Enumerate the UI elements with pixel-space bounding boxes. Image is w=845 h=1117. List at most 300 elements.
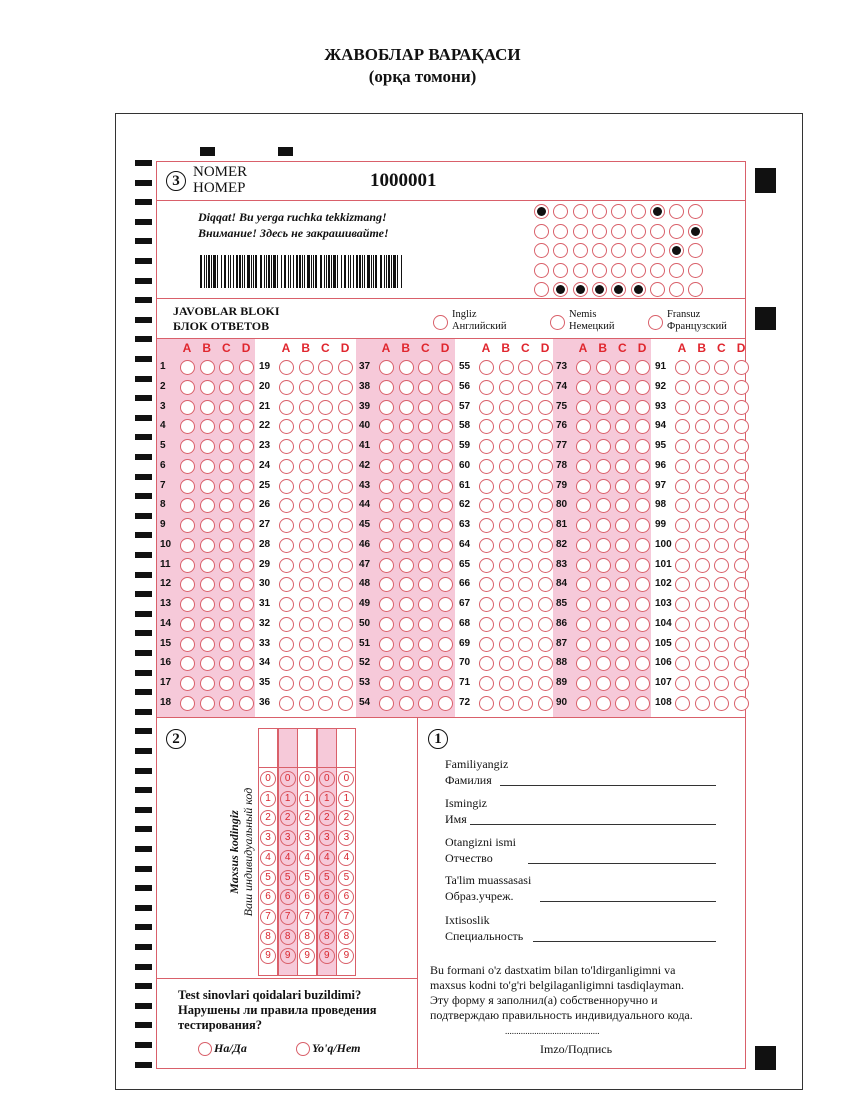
answer-bubble-69-d[interactable]: [538, 637, 553, 652]
answer-bubble-44-b[interactable]: [399, 498, 414, 513]
code-digit-bubble[interactable]: 3: [338, 830, 354, 846]
answer-bubble-68-b[interactable]: [499, 617, 514, 632]
answer-bubble-81-b[interactable]: [596, 518, 611, 533]
answer-bubble-14-d[interactable]: [239, 617, 254, 632]
answer-bubble-108-d[interactable]: [734, 696, 749, 711]
answer-bubble-65-b[interactable]: [499, 558, 514, 573]
answer-bubble-82-b[interactable]: [596, 538, 611, 553]
code-digit-bubble[interactable]: 9: [338, 948, 354, 964]
answer-bubble-108-a[interactable]: [675, 696, 690, 711]
answer-bubble-51-c[interactable]: [418, 637, 433, 652]
answer-bubble-87-c[interactable]: [615, 637, 630, 652]
violation-yes-bubble[interactable]: [198, 1042, 212, 1056]
answer-bubble-18-d[interactable]: [239, 696, 254, 711]
answer-bubble-85-b[interactable]: [596, 597, 611, 612]
answer-bubble-10-a[interactable]: [180, 538, 195, 553]
answer-bubble-69-a[interactable]: [479, 637, 494, 652]
answer-bubble-63-a[interactable]: [479, 518, 494, 533]
answer-bubble-94-b[interactable]: [695, 419, 710, 434]
answer-bubble-93-b[interactable]: [695, 400, 710, 415]
answer-bubble-24-d[interactable]: [338, 459, 353, 474]
answer-bubble-9-b[interactable]: [200, 518, 215, 533]
answer-bubble-5-a[interactable]: [180, 439, 195, 454]
answer-bubble-50-d[interactable]: [438, 617, 453, 632]
answer-bubble-6-a[interactable]: [180, 459, 195, 474]
answer-bubble-79-a[interactable]: [576, 479, 591, 494]
answer-bubble-52-b[interactable]: [399, 656, 414, 671]
answer-bubble-100-a[interactable]: [675, 538, 690, 553]
answer-bubble-82-a[interactable]: [576, 538, 591, 553]
answer-bubble-6-b[interactable]: [200, 459, 215, 474]
answer-bubble-24-a[interactable]: [279, 459, 294, 474]
answer-bubble-61-a[interactable]: [479, 479, 494, 494]
answer-bubble-51-d[interactable]: [438, 637, 453, 652]
answer-bubble-95-b[interactable]: [695, 439, 710, 454]
answer-bubble-105-c[interactable]: [714, 637, 729, 652]
answer-bubble-57-c[interactable]: [518, 400, 533, 415]
answer-bubble-60-d[interactable]: [538, 459, 553, 474]
answer-bubble-92-b[interactable]: [695, 380, 710, 395]
code-digit-bubble[interactable]: 5: [319, 870, 335, 886]
answer-bubble-21-d[interactable]: [338, 400, 353, 415]
answer-bubble-78-b[interactable]: [596, 459, 611, 474]
answer-bubble-56-b[interactable]: [499, 380, 514, 395]
answer-bubble-101-a[interactable]: [675, 558, 690, 573]
field-input-line[interactable]: [533, 941, 716, 942]
answer-bubble-47-d[interactable]: [438, 558, 453, 573]
answer-bubble-72-d[interactable]: [538, 696, 553, 711]
code-digit-bubble[interactable]: 7: [319, 909, 335, 925]
answer-bubble-7-b[interactable]: [200, 479, 215, 494]
answer-bubble-100-d[interactable]: [734, 538, 749, 553]
code-digit-bubble[interactable]: 6: [280, 889, 296, 905]
answer-bubble-87-a[interactable]: [576, 637, 591, 652]
answer-bubble-6-d[interactable]: [239, 459, 254, 474]
code-digit-bubble[interactable]: 7: [260, 909, 276, 925]
answer-bubble-14-b[interactable]: [200, 617, 215, 632]
answer-bubble-45-a[interactable]: [379, 518, 394, 533]
answer-bubble-104-a[interactable]: [675, 617, 690, 632]
answer-bubble-17-b[interactable]: [200, 676, 215, 691]
answer-bubble-103-b[interactable]: [695, 597, 710, 612]
answer-bubble-80-b[interactable]: [596, 498, 611, 513]
answer-bubble-77-b[interactable]: [596, 439, 611, 454]
answer-bubble-1-a[interactable]: [180, 360, 195, 375]
answer-bubble-91-a[interactable]: [675, 360, 690, 375]
answer-bubble-1-d[interactable]: [239, 360, 254, 375]
answer-bubble-39-d[interactable]: [438, 400, 453, 415]
answer-bubble-45-b[interactable]: [399, 518, 414, 533]
code-digit-bubble[interactable]: 0: [280, 771, 296, 787]
answer-bubble-73-d[interactable]: [635, 360, 650, 375]
code-digit-bubble[interactable]: 9: [299, 948, 315, 964]
code-digit-bubble[interactable]: 1: [260, 791, 276, 807]
answer-bubble-37-d[interactable]: [438, 360, 453, 375]
answer-bubble-7-c[interactable]: [219, 479, 234, 494]
code-digit-bubble[interactable]: 4: [299, 850, 315, 866]
answer-bubble-61-c[interactable]: [518, 479, 533, 494]
answer-bubble-90-d[interactable]: [635, 696, 650, 711]
answer-bubble-78-d[interactable]: [635, 459, 650, 474]
answer-bubble-101-b[interactable]: [695, 558, 710, 573]
answer-bubble-70-b[interactable]: [499, 656, 514, 671]
answer-bubble-86-d[interactable]: [635, 617, 650, 632]
answer-bubble-11-c[interactable]: [219, 558, 234, 573]
answer-bubble-72-a[interactable]: [479, 696, 494, 711]
answer-bubble-40-b[interactable]: [399, 419, 414, 434]
answer-bubble-23-b[interactable]: [299, 439, 314, 454]
answer-bubble-75-d[interactable]: [635, 400, 650, 415]
answer-bubble-55-d[interactable]: [538, 360, 553, 375]
language-option-fransuz[interactable]: [648, 315, 663, 330]
answer-bubble-13-b[interactable]: [200, 597, 215, 612]
answer-bubble-12-b[interactable]: [200, 577, 215, 592]
answer-bubble-27-a[interactable]: [279, 518, 294, 533]
answer-bubble-74-d[interactable]: [635, 380, 650, 395]
answer-bubble-54-a[interactable]: [379, 696, 394, 711]
answer-bubble-28-d[interactable]: [338, 538, 353, 553]
answer-bubble-18-a[interactable]: [180, 696, 195, 711]
answer-bubble-19-a[interactable]: [279, 360, 294, 375]
answer-bubble-86-a[interactable]: [576, 617, 591, 632]
answer-bubble-23-a[interactable]: [279, 439, 294, 454]
answer-bubble-60-b[interactable]: [499, 459, 514, 474]
answer-bubble-38-b[interactable]: [399, 380, 414, 395]
answer-bubble-100-b[interactable]: [695, 538, 710, 553]
answer-bubble-79-d[interactable]: [635, 479, 650, 494]
answer-bubble-61-b[interactable]: [499, 479, 514, 494]
answer-bubble-15-b[interactable]: [200, 637, 215, 652]
answer-bubble-7-a[interactable]: [180, 479, 195, 494]
answer-bubble-97-d[interactable]: [734, 479, 749, 494]
answer-bubble-43-b[interactable]: [399, 479, 414, 494]
answer-bubble-2-d[interactable]: [239, 380, 254, 395]
answer-bubble-33-a[interactable]: [279, 637, 294, 652]
answer-bubble-75-c[interactable]: [615, 400, 630, 415]
answer-bubble-59-a[interactable]: [479, 439, 494, 454]
answer-bubble-4-b[interactable]: [200, 419, 215, 434]
answer-bubble-21-a[interactable]: [279, 400, 294, 415]
code-digit-bubble[interactable]: 7: [338, 909, 354, 925]
answer-bubble-93-d[interactable]: [734, 400, 749, 415]
code-digit-bubble[interactable]: 3: [260, 830, 276, 846]
answer-bubble-64-a[interactable]: [479, 538, 494, 553]
answer-bubble-38-a[interactable]: [379, 380, 394, 395]
answer-bubble-55-b[interactable]: [499, 360, 514, 375]
answer-bubble-102-b[interactable]: [695, 577, 710, 592]
code-digit-bubble[interactable]: 3: [299, 830, 315, 846]
answer-bubble-65-d[interactable]: [538, 558, 553, 573]
answer-bubble-41-a[interactable]: [379, 439, 394, 454]
answer-bubble-73-b[interactable]: [596, 360, 611, 375]
answer-bubble-3-d[interactable]: [239, 400, 254, 415]
answer-bubble-105-b[interactable]: [695, 637, 710, 652]
answer-bubble-49-b[interactable]: [399, 597, 414, 612]
answer-bubble-31-b[interactable]: [299, 597, 314, 612]
answer-bubble-2-a[interactable]: [180, 380, 195, 395]
answer-bubble-68-a[interactable]: [479, 617, 494, 632]
answer-bubble-20-a[interactable]: [279, 380, 294, 395]
answer-bubble-78-a[interactable]: [576, 459, 591, 474]
code-digit-bubble[interactable]: 2: [260, 810, 276, 826]
code-digit-bubble[interactable]: 4: [280, 850, 296, 866]
answer-bubble-54-d[interactable]: [438, 696, 453, 711]
answer-bubble-11-a[interactable]: [180, 558, 195, 573]
code-digit-bubble[interactable]: 5: [299, 870, 315, 886]
answer-bubble-99-a[interactable]: [675, 518, 690, 533]
answer-bubble-56-a[interactable]: [479, 380, 494, 395]
code-digit-bubble[interactable]: 4: [319, 850, 335, 866]
answer-bubble-14-a[interactable]: [180, 617, 195, 632]
answer-bubble-87-d[interactable]: [635, 637, 650, 652]
code-digit-bubble[interactable]: 2: [299, 810, 315, 826]
answer-bubble-15-a[interactable]: [180, 637, 195, 652]
answer-bubble-32-d[interactable]: [338, 617, 353, 632]
answer-bubble-10-d[interactable]: [239, 538, 254, 553]
answer-bubble-51-b[interactable]: [399, 637, 414, 652]
answer-bubble-92-a[interactable]: [675, 380, 690, 395]
answer-bubble-88-b[interactable]: [596, 656, 611, 671]
answer-bubble-107-b[interactable]: [695, 676, 710, 691]
code-digit-bubble[interactable]: 2: [319, 810, 335, 826]
answer-bubble-54-b[interactable]: [399, 696, 414, 711]
code-digit-bubble[interactable]: 6: [299, 889, 315, 905]
code-digit-bubble[interactable]: 0: [260, 771, 276, 787]
answer-bubble-93-a[interactable]: [675, 400, 690, 415]
answer-bubble-47-a[interactable]: [379, 558, 394, 573]
answer-bubble-105-a[interactable]: [675, 637, 690, 652]
answer-bubble-51-a[interactable]: [379, 637, 394, 652]
answer-bubble-65-c[interactable]: [518, 558, 533, 573]
code-digit-bubble[interactable]: 4: [260, 850, 276, 866]
answer-bubble-68-d[interactable]: [538, 617, 553, 632]
answer-bubble-83-a[interactable]: [576, 558, 591, 573]
answer-bubble-92-d[interactable]: [734, 380, 749, 395]
answer-bubble-71-b[interactable]: [499, 676, 514, 691]
answer-bubble-67-b[interactable]: [499, 597, 514, 612]
code-digit-bubble[interactable]: 1: [299, 791, 315, 807]
code-digit-bubble[interactable]: 8: [280, 929, 296, 945]
answer-bubble-97-c[interactable]: [714, 479, 729, 494]
answer-bubble-58-b[interactable]: [499, 419, 514, 434]
answer-bubble-57-b[interactable]: [499, 400, 514, 415]
code-digit-bubble[interactable]: 0: [338, 771, 354, 787]
answer-bubble-32-b[interactable]: [299, 617, 314, 632]
answer-bubble-48-b[interactable]: [399, 577, 414, 592]
answer-bubble-96-b[interactable]: [695, 459, 710, 474]
answer-bubble-34-b[interactable]: [299, 656, 314, 671]
answer-bubble-99-b[interactable]: [695, 518, 710, 533]
answer-bubble-20-d[interactable]: [338, 380, 353, 395]
answer-bubble-38-d[interactable]: [438, 380, 453, 395]
answer-bubble-56-d[interactable]: [538, 380, 553, 395]
field-input-line[interactable]: [528, 863, 716, 864]
answer-bubble-2-b[interactable]: [200, 380, 215, 395]
answer-bubble-28-b[interactable]: [299, 538, 314, 553]
answer-bubble-43-a[interactable]: [379, 479, 394, 494]
answer-bubble-33-d[interactable]: [338, 637, 353, 652]
answer-bubble-95-a[interactable]: [675, 439, 690, 454]
answer-bubble-42-b[interactable]: [399, 459, 414, 474]
answer-bubble-50-b[interactable]: [399, 617, 414, 632]
answer-bubble-30-b[interactable]: [299, 577, 314, 592]
answer-bubble-10-b[interactable]: [200, 538, 215, 553]
answer-bubble-50-a[interactable]: [379, 617, 394, 632]
code-digit-bubble[interactable]: 8: [299, 929, 315, 945]
answer-bubble-24-b[interactable]: [299, 459, 314, 474]
field-input-line[interactable]: [500, 785, 716, 786]
answer-bubble-98-b[interactable]: [695, 498, 710, 513]
answer-bubble-61-d[interactable]: [538, 479, 553, 494]
answer-bubble-7-d[interactable]: [239, 479, 254, 494]
answer-bubble-32-a[interactable]: [279, 617, 294, 632]
answer-bubble-3-c[interactable]: [219, 400, 234, 415]
answer-bubble-19-b[interactable]: [299, 360, 314, 375]
answer-bubble-53-b[interactable]: [399, 676, 414, 691]
answer-bubble-29-b[interactable]: [299, 558, 314, 573]
answer-bubble-25-d[interactable]: [338, 479, 353, 494]
answer-bubble-9-a[interactable]: [180, 518, 195, 533]
answer-bubble-11-d[interactable]: [239, 558, 254, 573]
answer-bubble-39-a[interactable]: [379, 400, 394, 415]
answer-bubble-83-d[interactable]: [635, 558, 650, 573]
language-option-nemis[interactable]: [550, 315, 565, 330]
language-option-ingliz[interactable]: [433, 315, 448, 330]
answer-bubble-57-a[interactable]: [479, 400, 494, 415]
answer-bubble-36-b[interactable]: [299, 696, 314, 711]
answer-bubble-81-a[interactable]: [576, 518, 591, 533]
answer-bubble-46-b[interactable]: [399, 538, 414, 553]
answer-bubble-57-d[interactable]: [538, 400, 553, 415]
answer-bubble-55-a[interactable]: [479, 360, 494, 375]
answer-bubble-82-d[interactable]: [635, 538, 650, 553]
code-digit-bubble[interactable]: 2: [280, 810, 296, 826]
answer-bubble-21-b[interactable]: [299, 400, 314, 415]
answer-bubble-83-b[interactable]: [596, 558, 611, 573]
answer-bubble-26-b[interactable]: [299, 498, 314, 513]
answer-bubble-42-d[interactable]: [438, 459, 453, 474]
code-digit-bubble[interactable]: 8: [319, 929, 335, 945]
answer-bubble-101-d[interactable]: [734, 558, 749, 573]
code-digit-bubble[interactable]: 6: [338, 889, 354, 905]
answer-bubble-25-a[interactable]: [279, 479, 294, 494]
answer-bubble-20-b[interactable]: [299, 380, 314, 395]
answer-bubble-3-b[interactable]: [200, 400, 215, 415]
answer-bubble-87-b[interactable]: [596, 637, 611, 652]
answer-bubble-27-b[interactable]: [299, 518, 314, 533]
answer-bubble-91-d[interactable]: [734, 360, 749, 375]
answer-bubble-97-a[interactable]: [675, 479, 690, 494]
code-digit-bubble[interactable]: 7: [280, 909, 296, 925]
answer-bubble-46-d[interactable]: [438, 538, 453, 553]
answer-bubble-96-a[interactable]: [675, 459, 690, 474]
answer-bubble-36-a[interactable]: [279, 696, 294, 711]
answer-bubble-108-b[interactable]: [695, 696, 710, 711]
code-digit-bubble[interactable]: 5: [338, 870, 354, 886]
answer-bubble-76-b[interactable]: [596, 419, 611, 434]
code-digit-bubble[interactable]: 3: [280, 830, 296, 846]
answer-bubble-29-d[interactable]: [338, 558, 353, 573]
answer-bubble-86-b[interactable]: [596, 617, 611, 632]
answer-bubble-90-a[interactable]: [576, 696, 591, 711]
answer-bubble-65-a[interactable]: [479, 558, 494, 573]
answer-bubble-84-b[interactable]: [596, 577, 611, 592]
answer-bubble-37-a[interactable]: [379, 360, 394, 375]
code-digit-bubble[interactable]: 5: [260, 870, 276, 886]
code-digit-bubble[interactable]: 7: [299, 909, 315, 925]
answer-bubble-47-c[interactable]: [418, 558, 433, 573]
answer-bubble-33-b[interactable]: [299, 637, 314, 652]
answer-bubble-104-b[interactable]: [695, 617, 710, 632]
answer-bubble-43-d[interactable]: [438, 479, 453, 494]
answer-bubble-1-b[interactable]: [200, 360, 215, 375]
field-input-line[interactable]: [540, 901, 716, 902]
answer-bubble-15-d[interactable]: [239, 637, 254, 652]
answer-bubble-25-b[interactable]: [299, 479, 314, 494]
answer-bubble-93-c[interactable]: [714, 400, 729, 415]
answer-bubble-72-b[interactable]: [499, 696, 514, 711]
code-digit-bubble[interactable]: 0: [299, 771, 315, 787]
answer-bubble-37-b[interactable]: [399, 360, 414, 375]
answer-bubble-46-a[interactable]: [379, 538, 394, 553]
answer-bubble-42-a[interactable]: [379, 459, 394, 474]
code-digit-bubble[interactable]: 1: [338, 791, 354, 807]
answer-bubble-62-b[interactable]: [499, 498, 514, 513]
answer-bubble-25-c[interactable]: [318, 479, 333, 494]
code-digit-bubble[interactable]: 8: [260, 929, 276, 945]
code-digit-bubble[interactable]: 1: [280, 791, 296, 807]
answer-bubble-15-c[interactable]: [219, 637, 234, 652]
answer-bubble-104-d[interactable]: [734, 617, 749, 632]
code-digit-bubble[interactable]: 6: [260, 889, 276, 905]
answer-bubble-69-b[interactable]: [499, 637, 514, 652]
code-digit-bubble[interactable]: 2: [338, 810, 354, 826]
answer-bubble-74-a[interactable]: [576, 380, 591, 395]
answer-bubble-90-b[interactable]: [596, 696, 611, 711]
answer-bubble-89-b[interactable]: [596, 676, 611, 691]
answer-bubble-43-c[interactable]: [418, 479, 433, 494]
answer-bubble-79-b[interactable]: [596, 479, 611, 494]
answer-bubble-66-b[interactable]: [499, 577, 514, 592]
code-digit-bubble[interactable]: 9: [280, 948, 296, 964]
code-digit-bubble[interactable]: 9: [260, 948, 276, 964]
answer-bubble-59-b[interactable]: [499, 439, 514, 454]
answer-bubble-63-b[interactable]: [499, 518, 514, 533]
field-input-line[interactable]: [470, 824, 716, 825]
answer-bubble-39-c[interactable]: [418, 400, 433, 415]
answer-bubble-29-a[interactable]: [279, 558, 294, 573]
code-digit-bubble[interactable]: 8: [338, 929, 354, 945]
answer-bubble-29-c[interactable]: [318, 558, 333, 573]
answer-bubble-101-c[interactable]: [714, 558, 729, 573]
answer-bubble-41-b[interactable]: [399, 439, 414, 454]
answer-bubble-83-c[interactable]: [615, 558, 630, 573]
answer-bubble-64-d[interactable]: [538, 538, 553, 553]
answer-bubble-75-a[interactable]: [576, 400, 591, 415]
answer-bubble-74-b[interactable]: [596, 380, 611, 395]
code-digit-bubble[interactable]: 9: [319, 948, 335, 964]
code-digit-bubble[interactable]: 0: [319, 771, 335, 787]
answer-bubble-96-d[interactable]: [734, 459, 749, 474]
answer-bubble-91-b[interactable]: [695, 360, 710, 375]
answer-bubble-22-b[interactable]: [299, 419, 314, 434]
code-digit-bubble[interactable]: 1: [319, 791, 335, 807]
code-digit-bubble[interactable]: 4: [338, 850, 354, 866]
answer-bubble-36-d[interactable]: [338, 696, 353, 711]
answer-bubble-19-d[interactable]: [338, 360, 353, 375]
answer-bubble-60-a[interactable]: [479, 459, 494, 474]
code-digit-bubble[interactable]: 3: [319, 830, 335, 846]
